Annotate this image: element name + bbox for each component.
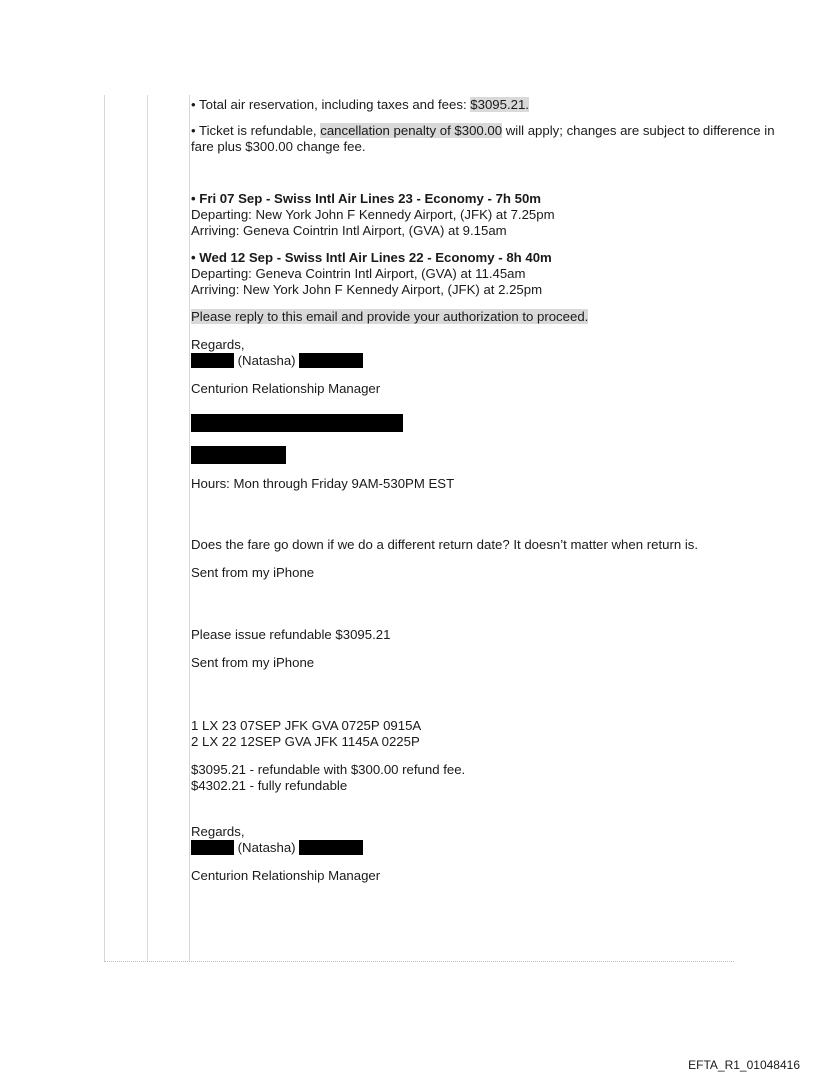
signature-name-line: (Natasha)	[191, 353, 813, 369]
flight-header: • Wed 12 Sep - Swiss Intl Air Lines 22 - Economy - 8h 40m	[191, 250, 552, 265]
email-body	[191, 97, 813, 884]
redaction-block	[191, 353, 234, 368]
flight-arriving: Arriving: New York John F Kennedy Airport, (JFK) at 2.25pm	[191, 282, 543, 297]
table-left-border	[104, 95, 105, 961]
fare-option: $3095.21 - refundable with $300.00 refund fee.	[191, 762, 466, 777]
refund-policy-line: • Ticket is refundable, cancellation penalty of $300.00 will apply; changes are subject to difference in	[191, 123, 775, 138]
table-column-divider-1	[147, 95, 148, 961]
signature-name-line: (Natasha)	[191, 840, 813, 856]
signature-title: Centurion Relationship Manager	[191, 868, 381, 883]
fare-option: $4302.21 - fully refundable	[191, 778, 348, 793]
flight-segment-2	[191, 250, 813, 298]
sent-from-iphone: Sent from my iPhone	[191, 565, 315, 580]
flight-departing: Departing: New York John F Kennedy Airport, (JFK) at 7.25pm	[191, 207, 555, 222]
flight-arriving: Arriving: Geneva Cointrin Intl Airport, (GVA) at 9.15am	[191, 223, 507, 238]
redaction-block	[191, 414, 403, 432]
itinerary-row: 1 LX 23 07SEP JFK GVA 0725P 0915A	[191, 718, 422, 733]
signature-regards: Regards,	[191, 824, 245, 839]
flight-segment-1	[191, 191, 813, 239]
table-bottom-border	[104, 961, 734, 962]
total-amount: $3095.21.	[470, 97, 529, 112]
issue-ticket-request: Please issue refundable $3095.21	[191, 627, 391, 642]
redaction-block	[191, 840, 234, 855]
flight-header: • Fri 07 Sep - Swiss Intl Air Lines 23 - Economy - 7h 50m	[191, 191, 542, 206]
signature-regards: Regards,	[191, 337, 245, 352]
authorization-request: Please reply to this email and provide your authorization to proceed.	[191, 309, 589, 324]
office-hours: Hours: Mon through Friday 9AM-530PM EST	[191, 476, 455, 491]
refund-policy-line-2: fare plus $300.00 change fee.	[191, 139, 366, 154]
redaction-block	[299, 353, 363, 368]
document-id: EFTA_R1_01048416	[688, 1058, 800, 1072]
signature-title: Centurion Relationship Manager	[191, 381, 381, 396]
total-reservation-line: • Total air reservation, including taxes and fees: $3095.21.	[191, 97, 529, 112]
sent-from-iphone: Sent from my iPhone	[191, 655, 315, 670]
table-column-divider-2	[189, 95, 190, 961]
itinerary-row: 2 LX 22 12SEP GVA JFK 1145A 0225P	[191, 734, 420, 749]
flight-departing: Departing: Geneva Cointrin Intl Airport, (GVA) at 11.45am	[191, 266, 526, 281]
redaction-block	[191, 446, 286, 464]
reply-question: Does the fare go down if we do a different return date? It doesn’t matter when return is.	[191, 537, 699, 552]
redaction-block	[299, 840, 363, 855]
cancellation-penalty: cancellation penalty of $300.00	[320, 123, 503, 138]
